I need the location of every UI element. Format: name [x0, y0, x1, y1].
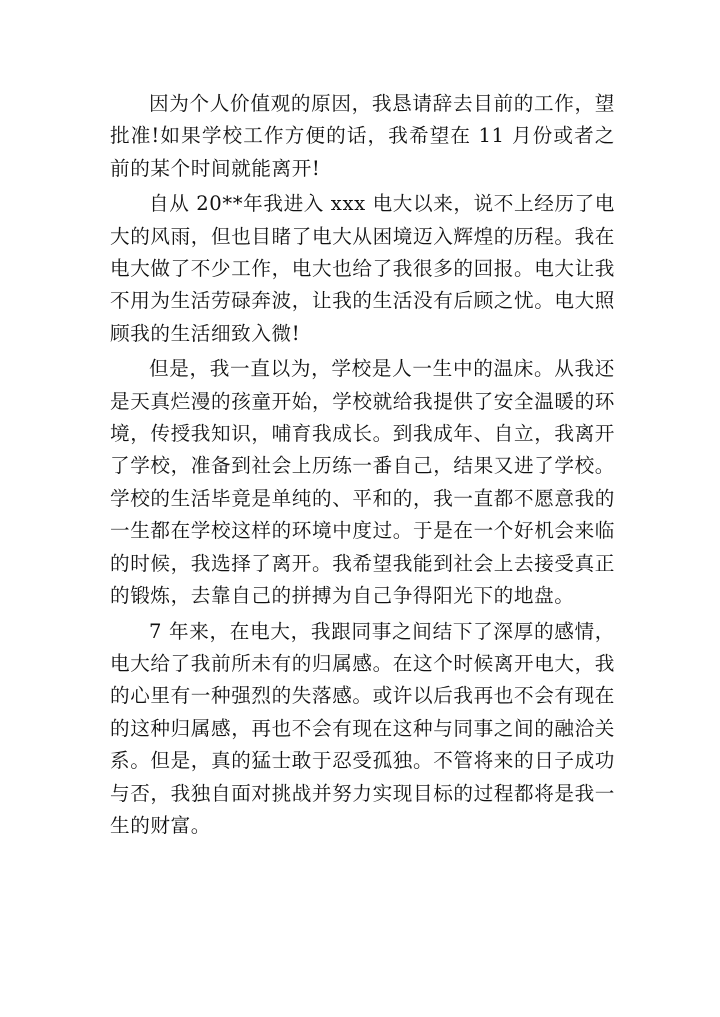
document-page	[110, 88, 615, 842]
paragraph-1: 因为个人价值观的原因，我恳请辞去目前的工作，望批准!如果学校工作方便的话，我希望在 11 月份或者之前的某个时间就能离开!	[110, 92, 615, 180]
paragraph-4: 7 年来，在电大，我跟同事之间结下了深厚的感情，电大给了我前所未有的归属感。在这个时候离开电大，我的心里有一种强烈的失落感。或许以后我再也不会有现在的这种归属感，再也不会有现在这种与同事之间的融洽关系。但是，真的猛士敢于忍受孤独。不管将来的日子成功与否，我独自面对挑战并努力实现目标的过程都将是我一生的财富。	[110, 619, 615, 837]
paragraph-2: 自从 20**年我进入 xxx 电大以来，说不上经历了电大的风雨，但也目睹了电大从困境迈入辉煌的历程。我在电大做了不少工作，电大也给了我很多的回报。电大让我不用为生活劳碌奔波，让我的生活没有后顾之忧。电大照顾我的生活细致入微!	[110, 192, 615, 345]
paragraph-3: 但是，我一直以为，学校是人一生中的温床。从我还是天真烂漫的孩童开始，学校就给我提供了安全温暖的环境，传授我知识，哺育我成长。到我成年、自立，我离开了学校，准备到社会上历练一番自己，结果又进了学校。学校的生活毕竟是单纯的、平和的，我一直都不愿意我的一生都在学校这样的环境中度过。于是在一个好机会来临的时候，我选择了离开。我希望我能到社会上去接受真正的锻炼，去靠自己的拼搏为自己争得阳光下的地盘。	[110, 357, 615, 608]
